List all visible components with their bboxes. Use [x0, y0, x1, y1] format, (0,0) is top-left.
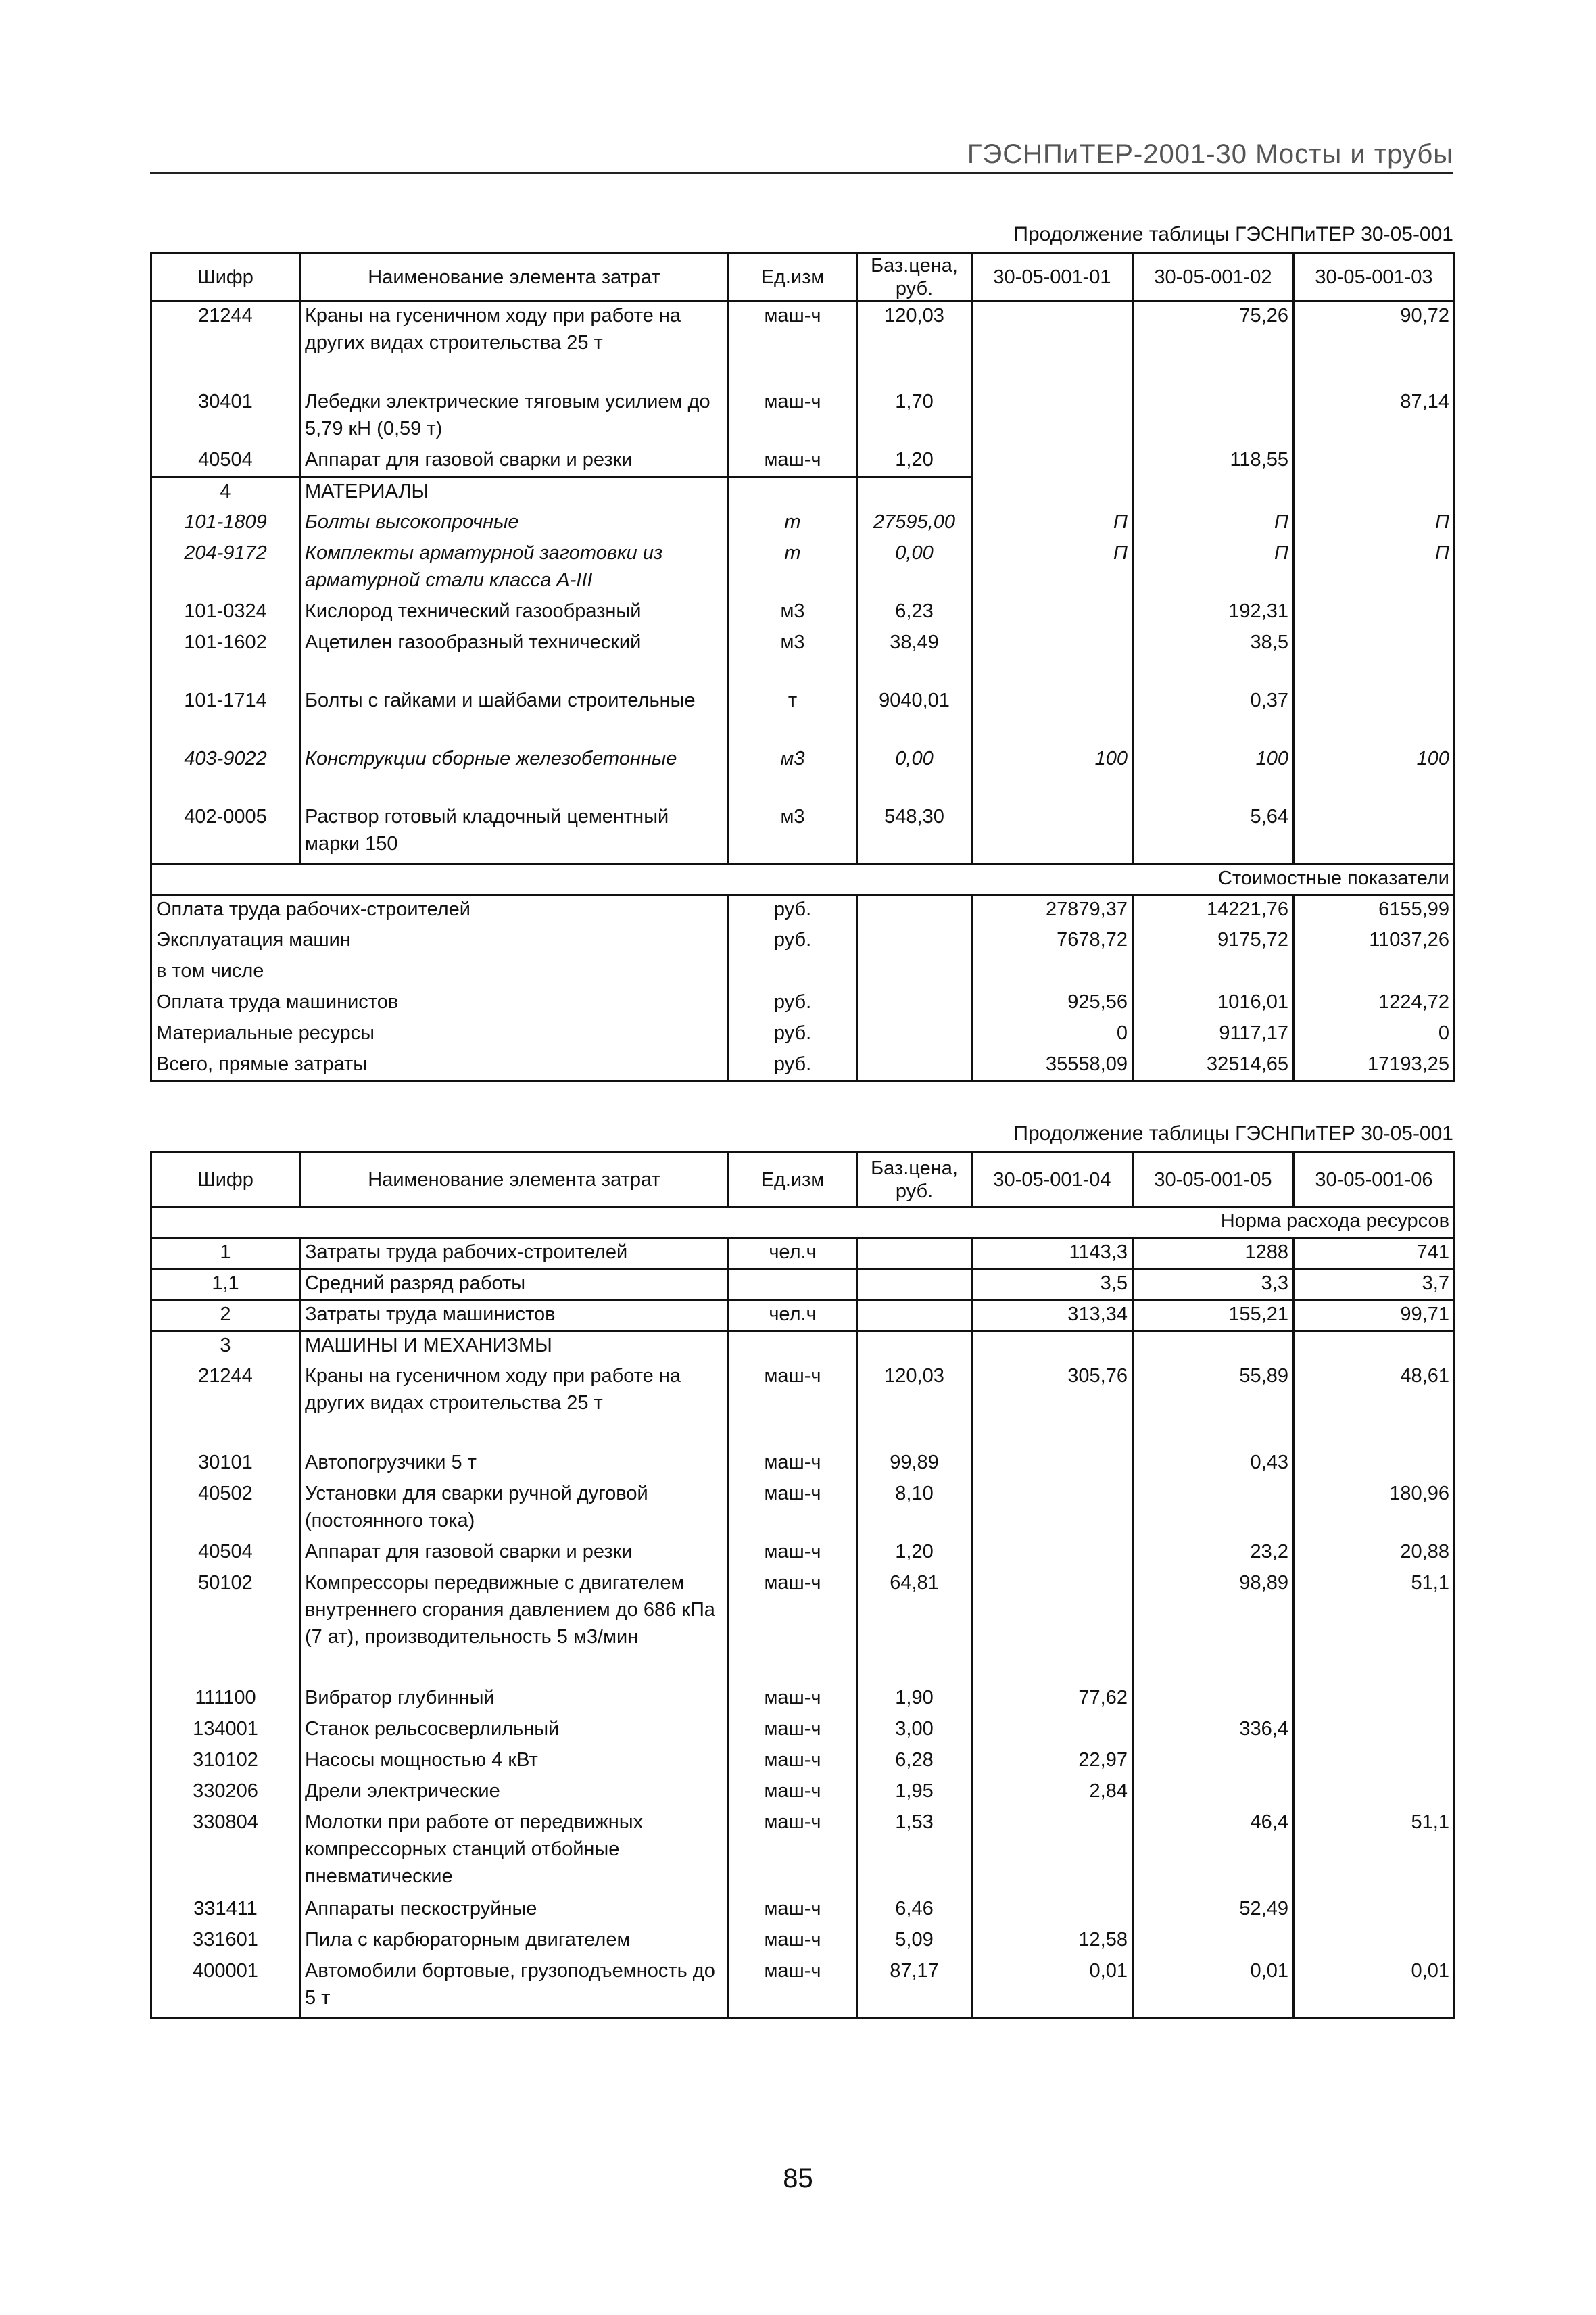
table-row — [151, 1777, 1455, 1809]
row-value-1 — [972, 1715, 1133, 1746]
cost-row — [151, 988, 1455, 1020]
row-value-3: 51,1 — [1294, 1569, 1455, 1684]
row-value-1: 22,97 — [972, 1746, 1133, 1777]
row-name: Лебедки электрические тяговым усилием до 5,79 кН (0,59 т) — [300, 388, 729, 446]
resource-norm-label: Норма расхода ресурсов — [151, 1207, 1455, 1238]
row-price: 548,30 — [857, 803, 972, 864]
row-value-2: 0,37 — [1133, 687, 1294, 745]
row-unit: чел.ч — [729, 1238, 857, 1269]
row-price: 0,00 — [857, 745, 972, 803]
row-unit: маш-ч — [729, 1480, 857, 1538]
row-value-1: П — [972, 540, 1133, 598]
row-value-1 — [972, 687, 1133, 745]
header-price: Баз.цена, руб. — [857, 253, 972, 302]
header-col1: 30-05-001-01 — [972, 253, 1133, 302]
cost-value-2: 32514,65 — [1133, 1051, 1294, 1082]
cost-price — [857, 957, 972, 988]
row-price: 1,70 — [857, 388, 972, 446]
cost-price — [857, 926, 972, 957]
row-unit: маш-ч — [729, 1957, 857, 2018]
cost-price — [857, 988, 972, 1020]
row-unit — [729, 477, 857, 508]
table-row — [151, 446, 1455, 477]
row-unit: маш-ч — [729, 388, 857, 446]
row-value-1: П — [972, 508, 1133, 540]
cost-unit: руб. — [729, 1020, 857, 1051]
cost-name: в том числе — [151, 957, 729, 988]
row-value-1: 305,76 — [972, 1362, 1133, 1449]
row-value-1 — [972, 446, 1133, 477]
cost-unit: руб. — [729, 988, 857, 1020]
row-value-2: 75,26 — [1133, 302, 1294, 388]
table2 — [150, 1151, 1455, 2019]
row-value-1 — [972, 629, 1133, 687]
row-value-1: 313,34 — [972, 1300, 1133, 1331]
row-unit: маш-ч — [729, 1746, 857, 1777]
row-price — [857, 1331, 972, 1362]
row-value-2: 1288 — [1133, 1238, 1294, 1269]
row-value-3 — [1294, 477, 1455, 508]
row-value-3 — [1294, 687, 1455, 745]
table-row — [151, 1449, 1455, 1480]
header-name: Наименование элемента затрат — [300, 1153, 729, 1207]
row-value-2 — [1133, 477, 1294, 508]
row-price — [857, 1300, 972, 1331]
cost-value-2: 1016,01 — [1133, 988, 1294, 1020]
row-value-3 — [1294, 598, 1455, 629]
table2-caption: Продолжение таблицы ГЭСНПиТЕР 30-05-001 — [1013, 1122, 1453, 1145]
row-value-3: 87,14 — [1294, 388, 1455, 446]
row-value-1: 0,01 — [972, 1957, 1133, 2018]
header-name: Наименование элемента затрат — [300, 253, 729, 302]
row-value-3: 0,01 — [1294, 1957, 1455, 2018]
row-price: 99,89 — [857, 1449, 972, 1480]
table-row — [151, 1926, 1455, 1957]
cost-value-3: 11037,26 — [1294, 926, 1455, 957]
row-name: Болты с гайками и шайбами строительные — [300, 687, 729, 745]
row-value-1 — [972, 1895, 1133, 1926]
row-value-2 — [1133, 1480, 1294, 1538]
table-row — [151, 687, 1455, 745]
table1 — [150, 252, 1455, 1082]
row-value-1 — [972, 1569, 1133, 1684]
row-code: 134001 — [151, 1715, 300, 1746]
row-unit: маш-ч — [729, 1715, 857, 1746]
row-price: 64,81 — [857, 1569, 972, 1684]
row-value-2: 5,64 — [1133, 803, 1294, 864]
row-unit: маш-ч — [729, 1362, 857, 1449]
header-col2: 30-05-001-02 — [1133, 253, 1294, 302]
row-value-3 — [1294, 1449, 1455, 1480]
table-row — [151, 1480, 1455, 1538]
row-value-1 — [972, 1449, 1133, 1480]
row-value-3 — [1294, 629, 1455, 687]
row-value-1: 1143,3 — [972, 1238, 1133, 1269]
table-row — [151, 745, 1455, 803]
row-name: Аппараты пескоструйные — [300, 1895, 729, 1926]
row-code: 402-0005 — [151, 803, 300, 864]
cost-value-3: 6155,99 — [1294, 895, 1455, 926]
header-price: Баз.цена, руб. — [857, 1153, 972, 1207]
section-title: МАТЕРИАЛЫ — [300, 477, 729, 508]
table-row — [151, 508, 1455, 540]
row-price: 8,10 — [857, 1480, 972, 1538]
row-value-2: П — [1133, 508, 1294, 540]
row-code: 331601 — [151, 1926, 300, 1957]
row-value-2: 38,5 — [1133, 629, 1294, 687]
row-name: Краны на гусеничном ходу при работе на других видах строительства 25 т — [300, 1362, 729, 1449]
cost-row — [151, 1020, 1455, 1051]
table-row — [151, 1715, 1455, 1746]
cost-row — [151, 1051, 1455, 1082]
row-name: Компрессоры передвижные с двигателем внутреннего сгорания давлением до 686 кПа (7 ат), производительность 5 м3/мин — [300, 1569, 729, 1684]
row-unit: маш-ч — [729, 1449, 857, 1480]
table-row — [151, 598, 1455, 629]
row-value-2: 155,21 — [1133, 1300, 1294, 1331]
row-value-1: 12,58 — [972, 1926, 1133, 1957]
row-value-3: 741 — [1294, 1238, 1455, 1269]
row-value-2: 52,49 — [1133, 1895, 1294, 1926]
row-value-2 — [1133, 1331, 1294, 1362]
row-code: 111100 — [151, 1684, 300, 1715]
row-price: 9040,01 — [857, 687, 972, 745]
cost-indicators-row — [151, 864, 1455, 895]
cost-row — [151, 926, 1455, 957]
document-header-title: ГЭСНПиТЕР-2001-30 Мосты и трубы — [967, 139, 1453, 169]
page-number: 85 — [783, 2164, 813, 2193]
row-code: 2 — [151, 1300, 300, 1331]
row-value-2: 100 — [1133, 745, 1294, 803]
row-unit: м3 — [729, 745, 857, 803]
cost-unit — [729, 957, 857, 988]
table-row — [151, 1300, 1455, 1331]
row-name: Аппарат для газовой сварки и резки — [300, 446, 729, 477]
header-code: Шифр — [151, 1153, 300, 1207]
cost-unit: руб. — [729, 1051, 857, 1082]
row-name: Затраты труда рабочих-строителей — [300, 1238, 729, 1269]
row-price: 1,20 — [857, 446, 972, 477]
row-name: Кислород технический газообразный — [300, 598, 729, 629]
row-price: 0,00 — [857, 540, 972, 598]
section-row-materials — [151, 477, 1455, 508]
header-col1: 30-05-001-04 — [972, 1153, 1133, 1207]
row-code: 101-1714 — [151, 687, 300, 745]
table-row — [151, 540, 1455, 598]
table1-caption: Продолжение таблицы ГЭСНПиТЕР 30-05-001 — [1013, 223, 1453, 245]
header-unit: Ед.изм — [729, 1153, 857, 1207]
row-code: 403-9022 — [151, 745, 300, 803]
row-code: 204-9172 — [151, 540, 300, 598]
row-value-2 — [1133, 388, 1294, 446]
row-value-1 — [972, 302, 1133, 388]
row-code: 30101 — [151, 1449, 300, 1480]
row-value-3: 90,72 — [1294, 302, 1455, 388]
row-unit — [729, 1269, 857, 1300]
table-row — [151, 302, 1455, 388]
header-unit: Ед.изм — [729, 253, 857, 302]
cost-value-2: 9117,17 — [1133, 1020, 1294, 1051]
row-name: Ацетилен газообразный технический — [300, 629, 729, 687]
table-row — [151, 1957, 1455, 2018]
row-value-1: 100 — [972, 745, 1133, 803]
table-row — [151, 1895, 1455, 1926]
table-row — [151, 1809, 1455, 1895]
row-price: 1,20 — [857, 1538, 972, 1569]
row-unit: м3 — [729, 598, 857, 629]
cost-unit: руб. — [729, 926, 857, 957]
row-code: 1 — [151, 1238, 300, 1269]
row-code: 330206 — [151, 1777, 300, 1809]
table2-header-row — [151, 1153, 1455, 1207]
row-value-3: 3,7 — [1294, 1269, 1455, 1300]
cost-name: Всего, прямые затраты — [151, 1051, 729, 1082]
row-unit: т — [729, 687, 857, 745]
row-price: 1,90 — [857, 1684, 972, 1715]
table-row — [151, 1238, 1455, 1269]
row-value-1 — [972, 1331, 1133, 1362]
row-unit: м3 — [729, 629, 857, 687]
row-value-1 — [972, 388, 1133, 446]
header-code: Шифр — [151, 253, 300, 302]
cost-value-3: 17193,25 — [1294, 1051, 1455, 1082]
row-value-2: 192,31 — [1133, 598, 1294, 629]
row-value-3: 99,71 — [1294, 1300, 1455, 1331]
row-code: 310102 — [151, 1746, 300, 1777]
row-name: Раствор готовый кладочный цементный марки 150 — [300, 803, 729, 864]
cost-value-2 — [1133, 957, 1294, 988]
header-col2: 30-05-001-05 — [1133, 1153, 1294, 1207]
cost-value-1 — [972, 957, 1133, 988]
row-code: 101-1602 — [151, 629, 300, 687]
cost-row — [151, 957, 1455, 988]
row-code: 3 — [151, 1331, 300, 1362]
section-row-machines — [151, 1331, 1455, 1362]
row-unit — [729, 1331, 857, 1362]
row-code: 400001 — [151, 1957, 300, 2018]
row-price: 27595,00 — [857, 508, 972, 540]
row-value-2: 0,01 — [1133, 1957, 1294, 2018]
cost-name: Эксплуатация машин — [151, 926, 729, 957]
row-value-3 — [1294, 1926, 1455, 1957]
row-unit: маш-ч — [729, 302, 857, 388]
row-price: 1,53 — [857, 1809, 972, 1895]
cost-name: Материальные ресурсы — [151, 1020, 729, 1051]
row-code: 30401 — [151, 388, 300, 446]
row-value-3 — [1294, 1715, 1455, 1746]
row-code: 1,1 — [151, 1269, 300, 1300]
row-price: 3,00 — [857, 1715, 972, 1746]
row-price: 6,28 — [857, 1746, 972, 1777]
section-title: МАШИНЫ И МЕХАНИЗМЫ — [300, 1331, 729, 1362]
row-value-3: 20,88 — [1294, 1538, 1455, 1569]
table-row — [151, 388, 1455, 446]
table1-header-row — [151, 253, 1455, 302]
row-name: Конструкции сборные железобетонные — [300, 745, 729, 803]
row-value-3: П — [1294, 508, 1455, 540]
row-value-2: 118,55 — [1133, 446, 1294, 477]
row-name: Вибратор глубинный — [300, 1684, 729, 1715]
row-value-2 — [1133, 1777, 1294, 1809]
cost-indicators-label: Стоимостные показатели — [151, 864, 1455, 895]
cost-name: Оплата труда рабочих-строителей — [151, 895, 729, 926]
table-row — [151, 1269, 1455, 1300]
row-value-1 — [972, 477, 1133, 508]
row-value-2: 46,4 — [1133, 1809, 1294, 1895]
row-name: Краны на гусеничном ходу при работе на других видах строительства 25 т — [300, 302, 729, 388]
table-row — [151, 1569, 1455, 1684]
row-unit: маш-ч — [729, 1926, 857, 1957]
row-value-2: 23,2 — [1133, 1538, 1294, 1569]
row-unit: чел.ч — [729, 1300, 857, 1331]
cost-value-3: 1224,72 — [1294, 988, 1455, 1020]
row-value-3: 180,96 — [1294, 1480, 1455, 1538]
row-value-3 — [1294, 1777, 1455, 1809]
row-price: 1,95 — [857, 1777, 972, 1809]
row-name: Болты высокопрочные — [300, 508, 729, 540]
row-name: Комплекты арматурной заготовки из арматурной стали класса А-III — [300, 540, 729, 598]
cost-value-3 — [1294, 957, 1455, 988]
header-col3: 30-05-001-03 — [1294, 253, 1455, 302]
row-unit: маш-ч — [729, 1895, 857, 1926]
row-unit: т — [729, 508, 857, 540]
row-value-2 — [1133, 1926, 1294, 1957]
row-price: 5,09 — [857, 1926, 972, 1957]
row-value-2: 55,89 — [1133, 1362, 1294, 1449]
row-value-1 — [972, 803, 1133, 864]
row-code: 331411 — [151, 1895, 300, 1926]
row-name: Автопогрузчики 5 т — [300, 1449, 729, 1480]
row-code: 4 — [151, 477, 300, 508]
row-price: 6,23 — [857, 598, 972, 629]
row-price: 120,03 — [857, 302, 972, 388]
cost-value-3: 0 — [1294, 1020, 1455, 1051]
row-value-3 — [1294, 1746, 1455, 1777]
table-row — [151, 1538, 1455, 1569]
row-value-2: 98,89 — [1133, 1569, 1294, 1684]
row-value-1: 77,62 — [972, 1684, 1133, 1715]
row-unit: маш-ч — [729, 1777, 857, 1809]
row-value-1 — [972, 1538, 1133, 1569]
row-code: 101-0324 — [151, 598, 300, 629]
cost-row — [151, 895, 1455, 926]
table-row — [151, 803, 1455, 864]
row-value-3: 48,61 — [1294, 1362, 1455, 1449]
row-value-2 — [1133, 1746, 1294, 1777]
row-price: 6,46 — [857, 1895, 972, 1926]
row-value-2: 3,3 — [1133, 1269, 1294, 1300]
row-name: Станок рельсосверлильный — [300, 1715, 729, 1746]
row-code: 21244 — [151, 302, 300, 388]
row-unit: маш-ч — [729, 1809, 857, 1895]
row-value-1 — [972, 1809, 1133, 1895]
row-price — [857, 1269, 972, 1300]
table-row — [151, 1362, 1455, 1449]
header-col3: 30-05-001-06 — [1294, 1153, 1455, 1207]
table-row — [151, 1746, 1455, 1777]
cost-value-1: 7678,72 — [972, 926, 1133, 957]
row-value-2: 0,43 — [1133, 1449, 1294, 1480]
cost-value-1: 27879,37 — [972, 895, 1133, 926]
row-name: Автомобили бортовые, грузоподъемность до 5 т — [300, 1957, 729, 2018]
row-name: Аппарат для газовой сварки и резки — [300, 1538, 729, 1569]
row-value-1 — [972, 1480, 1133, 1538]
row-name: Молотки при работе от передвижных компрессорных станций отбойные пневматические — [300, 1809, 729, 1895]
cost-value-1: 925,56 — [972, 988, 1133, 1020]
row-value-3: 100 — [1294, 745, 1455, 803]
row-code: 40504 — [151, 446, 300, 477]
row-value-3 — [1294, 1684, 1455, 1715]
row-value-3 — [1294, 446, 1455, 477]
row-price: 87,17 — [857, 1957, 972, 2018]
table-row — [151, 1684, 1455, 1715]
row-price — [857, 1238, 972, 1269]
cost-value-2: 9175,72 — [1133, 926, 1294, 957]
cost-price — [857, 1020, 972, 1051]
cost-value-2: 14221,76 — [1133, 895, 1294, 926]
row-price — [857, 477, 972, 508]
row-name: Затраты труда машинистов — [300, 1300, 729, 1331]
row-name: Насосы мощностью 4 кВт — [300, 1746, 729, 1777]
row-value-2: 336,4 — [1133, 1715, 1294, 1746]
table-row — [151, 629, 1455, 687]
row-code: 21244 — [151, 1362, 300, 1449]
row-code: 40504 — [151, 1538, 300, 1569]
resource-norm-row — [151, 1207, 1455, 1238]
row-name: Дрели электрические — [300, 1777, 729, 1809]
row-value-3: П — [1294, 540, 1455, 598]
cost-price — [857, 1051, 972, 1082]
row-unit: т — [729, 540, 857, 598]
row-value-1: 3,5 — [972, 1269, 1133, 1300]
row-name: Средний разряд работы — [300, 1269, 729, 1300]
row-value-2 — [1133, 1684, 1294, 1715]
header-rule — [150, 172, 1453, 174]
row-unit: маш-ч — [729, 1538, 857, 1569]
row-value-1 — [972, 598, 1133, 629]
row-value-3 — [1294, 1895, 1455, 1926]
row-unit: маш-ч — [729, 1569, 857, 1684]
row-name: Пила с карбюраторным двигателем — [300, 1926, 729, 1957]
row-unit: маш-ч — [729, 446, 857, 477]
cost-price — [857, 895, 972, 926]
row-code: 50102 — [151, 1569, 300, 1684]
row-value-3 — [1294, 1331, 1455, 1362]
cost-value-1: 0 — [972, 1020, 1133, 1051]
cost-unit: руб. — [729, 895, 857, 926]
row-code: 101-1809 — [151, 508, 300, 540]
cost-name: Оплата труда машинистов — [151, 988, 729, 1020]
row-code: 40502 — [151, 1480, 300, 1538]
row-value-1: 2,84 — [972, 1777, 1133, 1809]
row-code: 330804 — [151, 1809, 300, 1895]
row-value-3 — [1294, 803, 1455, 864]
cost-value-1: 35558,09 — [972, 1051, 1133, 1082]
row-unit: маш-ч — [729, 1684, 857, 1715]
row-price: 120,03 — [857, 1362, 972, 1449]
row-price: 38,49 — [857, 629, 972, 687]
row-unit: м3 — [729, 803, 857, 864]
row-value-3: 51,1 — [1294, 1809, 1455, 1895]
row-name: Установки для сварки ручной дуговой (постоянного тока) — [300, 1480, 729, 1538]
row-value-2: П — [1133, 540, 1294, 598]
